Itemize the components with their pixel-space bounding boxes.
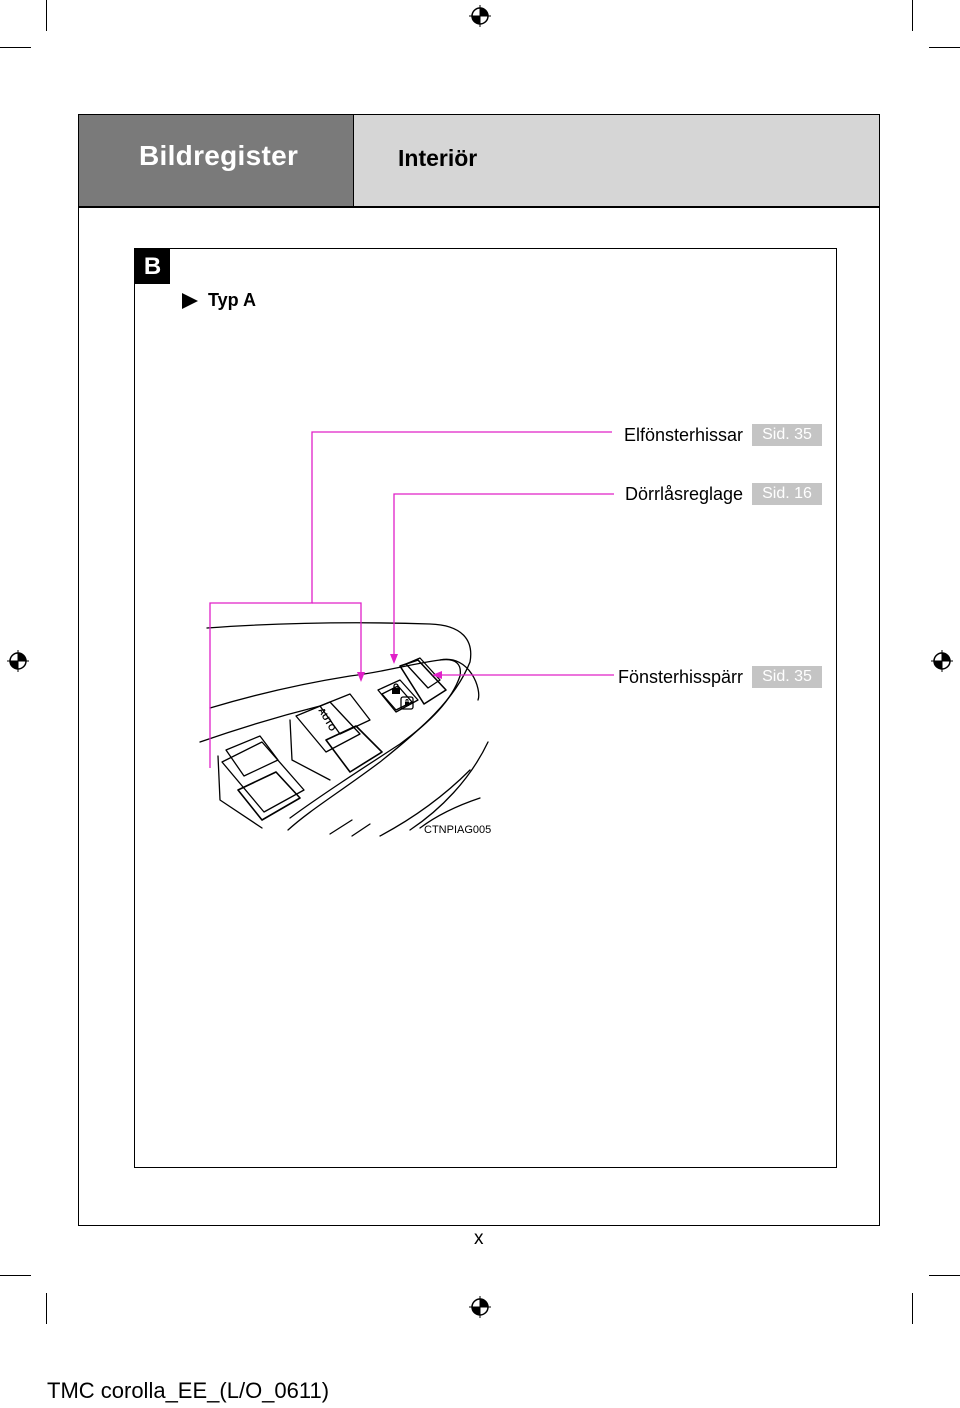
auto-label: AUTO [316,706,338,733]
section-badge: B [135,249,170,284]
callout-label-door-lock: Dörrlåsreglage [625,484,744,504]
page-ref-door-lock: Sid. 16 [752,483,822,505]
lock-icon [390,683,402,695]
window-lock-icon [400,696,414,710]
page-ref-window-lock: Sid. 35 [752,666,822,688]
section-subtitle: Interiör [398,145,478,171]
page-number: x [474,1228,484,1249]
callout-label-window-lock: Fönsterhisspärr [618,667,744,687]
page-ref-power-windows: Sid. 35 [752,424,822,446]
page-title: Bildregister [139,140,299,171]
footer-text: TMC corolla_EE_(L/O_0611) [47,1378,330,1403]
image-code: CTNPIAG005 [424,824,492,836]
callout-label-power-windows: Elfönsterhissar [624,425,744,445]
type-label: Typ A [208,290,256,310]
